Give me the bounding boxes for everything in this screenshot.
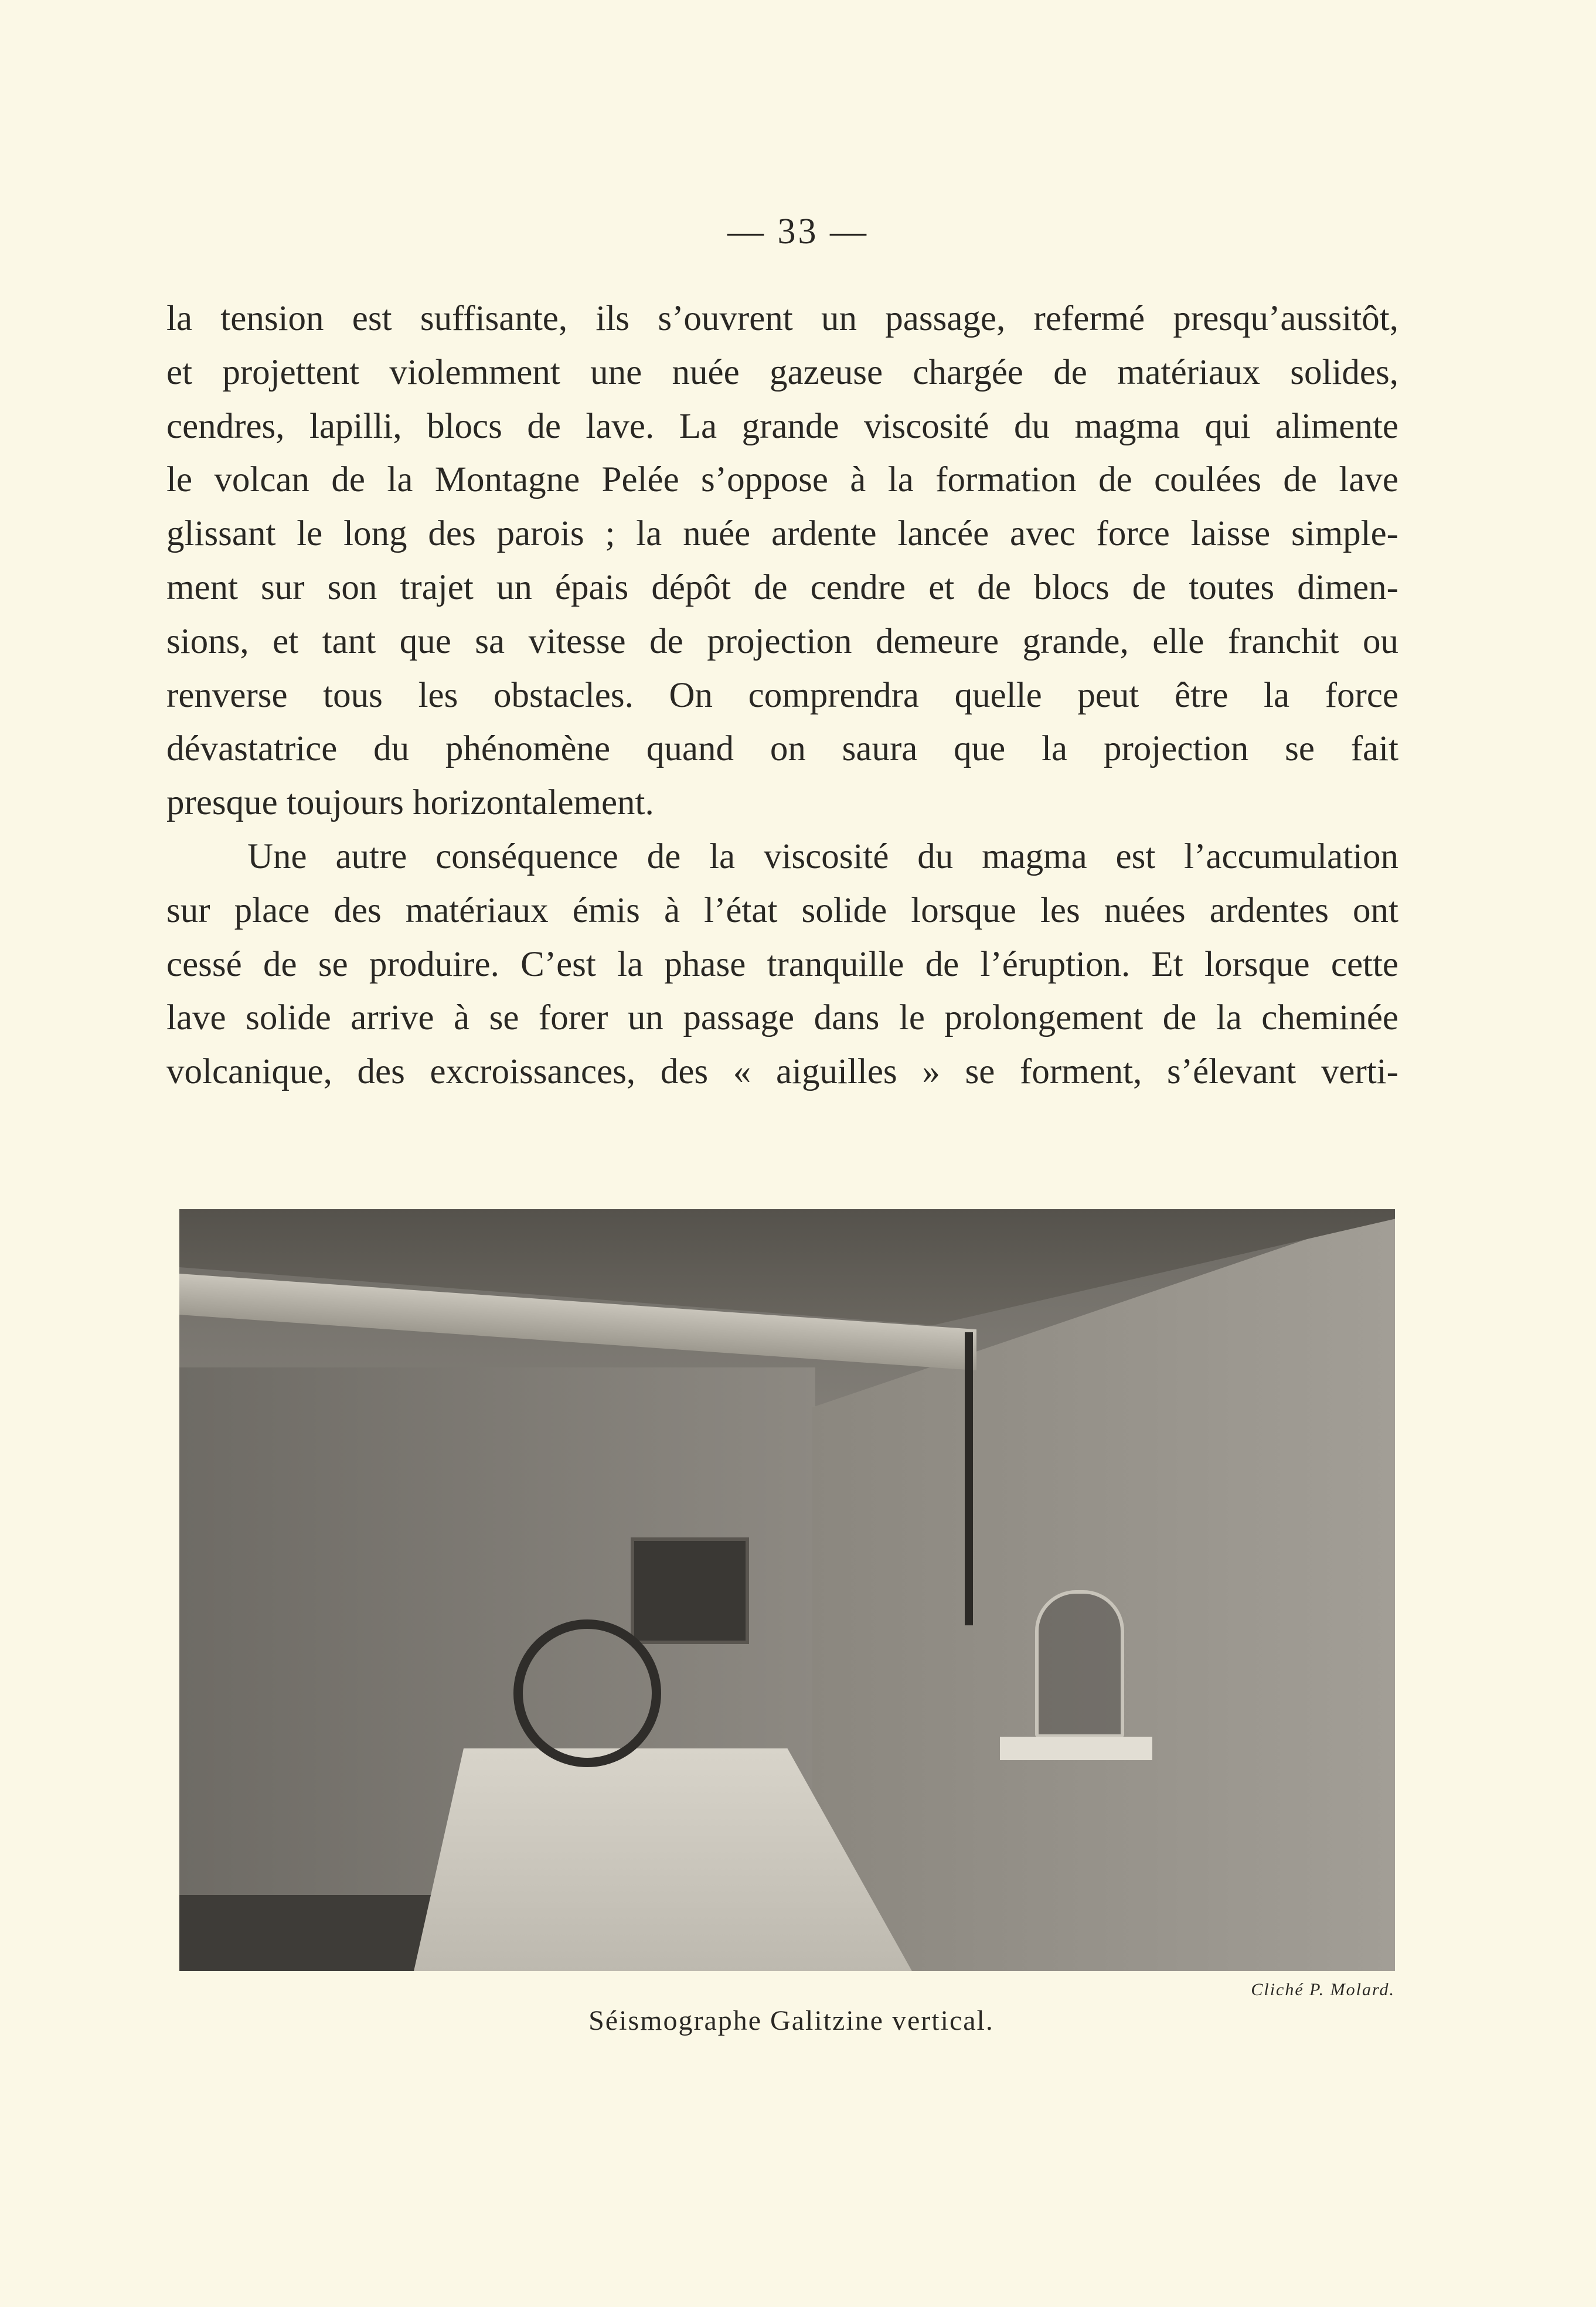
text-line: ment sur son trajet un épais dépôt de cendre et de blocs de toutes dimen- <box>166 567 1398 607</box>
body-text <box>166 292 1398 1099</box>
photo-shelf <box>1000 1737 1152 1760</box>
text-line: cendres, lapilli, blocs de lave. La grande viscosité du magma qui alimente <box>166 406 1398 446</box>
text-line: sions, et tant que sa vitesse de projection demeure grande, elle franchit ou <box>166 621 1398 661</box>
text-line: dévastatrice du phénomène quand on saura que la projection se fait <box>166 729 1398 769</box>
text-line: Une autre conséquence de la viscosité du magma est l’accumulation <box>247 836 1398 876</box>
text-line: sur place des matériaux émis à l’état solide lorsque les nuées ardentes ont <box>166 890 1398 930</box>
text-line: glissant le long des parois ; la nuée ardente lancée avec force laisse simple- <box>166 514 1398 554</box>
photo-flywheel <box>513 1619 661 1767</box>
figure-caption: Séismographe Galitzine vertical. <box>588 2005 994 2036</box>
text-line: lave solide arrive à se forer un passage dans le prolongement de la cheminée <box>166 998 1398 1038</box>
text-line: presque toujours horizontalement. <box>166 783 654 823</box>
page-number: — 33 — <box>727 212 869 251</box>
text-line: renverse tous les obstacles. On comprendra quelle peut être la force <box>166 675 1398 715</box>
photo-bell-jar <box>1035 1590 1124 1738</box>
text-line: cessé de se produire. C’est la phase tranquille de l’éruption. Et lorsque cette <box>166 944 1398 984</box>
photo-credit: Cliché P. Molard. <box>1251 1980 1395 1999</box>
photo-pipe <box>965 1332 973 1625</box>
photo-floor <box>179 1895 443 1971</box>
text-line: et projettent violemment une nuée gazeuse chargée de matériaux solides, <box>166 352 1398 392</box>
photo-recorder-box <box>631 1537 749 1644</box>
seismograph-photo <box>179 1209 1395 1971</box>
text-line: volcanique, des excroissances, des « aiguilles » se forment, s’élevant verti- <box>166 1052 1398 1092</box>
text-line: la tension est suffisante, ils s’ouvrent un passage, refermé presqu’aussitôt, <box>166 299 1398 338</box>
text-line: le volcan de la Montagne Pelée s’oppose à la formation de coulées de lave <box>166 460 1398 500</box>
